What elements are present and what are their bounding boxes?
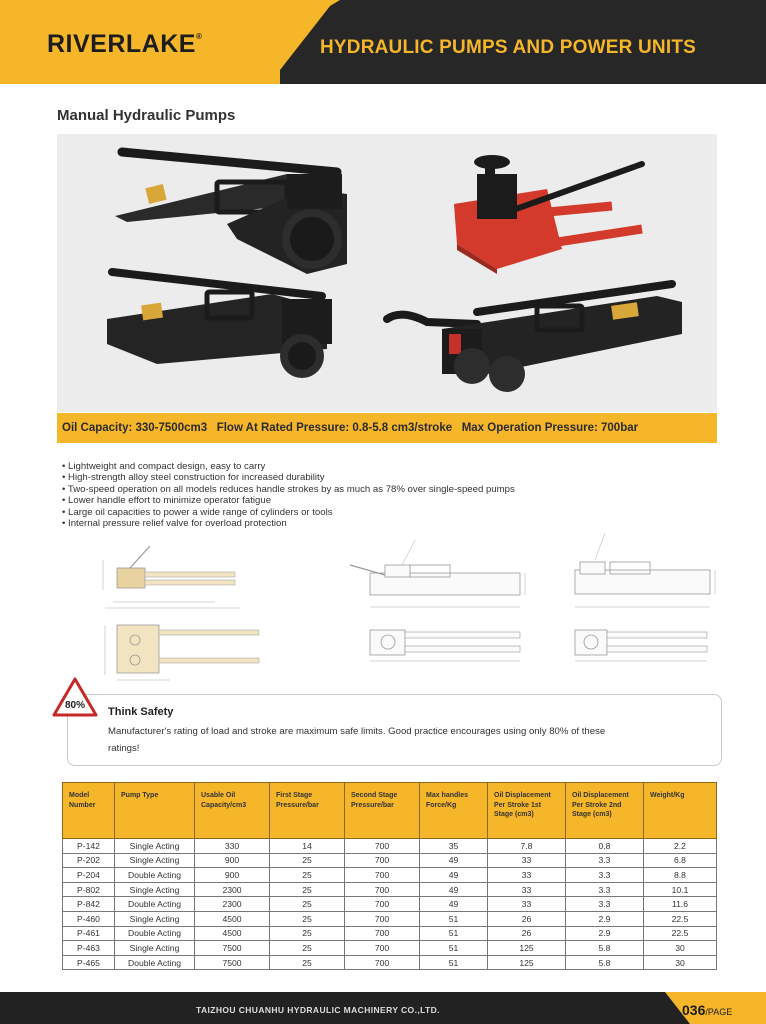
table-cell: 700 bbox=[345, 882, 420, 897]
table-cell: P-463 bbox=[63, 941, 115, 956]
product-photo-panel bbox=[57, 134, 717, 412]
table-cell: 11.6 bbox=[644, 897, 717, 912]
column-header: Usable Oil Capacity/cm3 bbox=[195, 783, 270, 839]
table-cell: Single Acting bbox=[115, 853, 195, 868]
table-cell: Single Acting bbox=[115, 941, 195, 956]
table-cell: 33 bbox=[488, 897, 566, 912]
table-cell: 25 bbox=[270, 853, 345, 868]
table-cell: Double Acting bbox=[115, 926, 195, 941]
table-cell: Single Acting bbox=[115, 911, 195, 926]
table-cell: 700 bbox=[345, 955, 420, 970]
table-cell: 30 bbox=[644, 941, 717, 956]
table-cell: 26 bbox=[488, 926, 566, 941]
safety-text: Manufacturer's rating of load and stroke are maximum safe limits. Good practice encourages using only 80% of these ratings! bbox=[108, 726, 606, 754]
table-cell: P-802 bbox=[63, 882, 115, 897]
table-cell: 3.3 bbox=[566, 853, 644, 868]
footer-company: TAIZHOU CHUANHU HYDRAULIC MACHINERY CO.,LTD. bbox=[196, 1005, 440, 1015]
table-cell: 330 bbox=[195, 839, 270, 854]
table-cell: P-465 bbox=[63, 955, 115, 970]
table-cell: 49 bbox=[420, 897, 488, 912]
warning-triangle-icon bbox=[52, 677, 98, 717]
brand-logo: RIVERLAKE® bbox=[47, 30, 203, 58]
table-row bbox=[63, 882, 717, 897]
table-cell: 2300 bbox=[195, 897, 270, 912]
table-cell: 125 bbox=[488, 941, 566, 956]
table-cell: P-460 bbox=[63, 911, 115, 926]
table-row bbox=[63, 897, 717, 912]
table-cell: 33 bbox=[488, 853, 566, 868]
table-cell: 26 bbox=[488, 911, 566, 926]
pump-photo-2 bbox=[107, 272, 332, 378]
drawing-medium-pump-side bbox=[340, 535, 530, 615]
table-cell: 25 bbox=[270, 926, 345, 941]
column-header: Oil Displacement Per Stroke 2nd Stage (cm3) bbox=[566, 783, 644, 839]
table-cell: 700 bbox=[345, 839, 420, 854]
table-cell: 51 bbox=[420, 941, 488, 956]
table-cell: 33 bbox=[488, 868, 566, 883]
header-title: HYDRAULIC PUMPS AND POWER UNITS bbox=[320, 37, 697, 58]
table-cell: 14 bbox=[270, 839, 345, 854]
drawing-medium-pump-top bbox=[340, 620, 530, 665]
table-row bbox=[63, 926, 717, 941]
pump-photo-4 bbox=[387, 284, 682, 392]
safety-badge-text: 80% bbox=[64, 700, 86, 711]
table-cell: 8.8 bbox=[644, 868, 717, 883]
feature-item: • Internal pressure relief valve for overload protection bbox=[62, 518, 515, 529]
feature-list bbox=[62, 461, 515, 529]
table-cell: P-842 bbox=[63, 897, 115, 912]
table-cell: 0.8 bbox=[566, 839, 644, 854]
feature-item: • Large oil capacities to power a wide range of cylinders or tools bbox=[62, 507, 515, 518]
spec-summary-bar: Oil Capacity: 330-7500cm3 Flow At Rated Pressure: 0.8-5.8 cm3/stroke Max Operation Pressure: 700bar bbox=[57, 413, 717, 443]
table-row bbox=[63, 911, 717, 926]
table-cell: 49 bbox=[420, 882, 488, 897]
table-cell: P-204 bbox=[63, 868, 115, 883]
column-header: First Stage Pressure/bar bbox=[270, 783, 345, 839]
table-cell: 25 bbox=[270, 911, 345, 926]
feature-item: • Two-speed operation on all models reduces handle strokes by as much as 78% over single-speed pumps bbox=[62, 484, 515, 495]
table-cell: 700 bbox=[345, 897, 420, 912]
drawing-large-pump-side bbox=[555, 530, 720, 615]
table-cell: 2.9 bbox=[566, 911, 644, 926]
table-cell: 22.5 bbox=[644, 911, 717, 926]
spec-table bbox=[62, 782, 717, 970]
table-cell: 700 bbox=[345, 853, 420, 868]
table-cell: 30 bbox=[644, 955, 717, 970]
table-cell: 35 bbox=[420, 839, 488, 854]
table-cell: 700 bbox=[345, 868, 420, 883]
table-cell: 25 bbox=[270, 897, 345, 912]
table-cell: Double Acting bbox=[115, 955, 195, 970]
table-cell: 51 bbox=[420, 911, 488, 926]
table-cell: 49 bbox=[420, 868, 488, 883]
column-header: Pump Type bbox=[115, 783, 195, 839]
table-cell: 25 bbox=[270, 882, 345, 897]
pump-photo-3 bbox=[454, 155, 642, 274]
table-cell: 4500 bbox=[195, 926, 270, 941]
table-cell: 5.8 bbox=[566, 941, 644, 956]
table-cell: 10.1 bbox=[644, 882, 717, 897]
table-row bbox=[63, 839, 717, 854]
table-cell: 700 bbox=[345, 926, 420, 941]
table-cell: 3.3 bbox=[566, 882, 644, 897]
column-header: Model Number bbox=[63, 783, 115, 839]
drawing-small-pump-side bbox=[95, 540, 245, 615]
table-cell: 2300 bbox=[195, 882, 270, 897]
table-cell: P-202 bbox=[63, 853, 115, 868]
table-cell: 25 bbox=[270, 941, 345, 956]
table-cell: 700 bbox=[345, 941, 420, 956]
table-cell: 700 bbox=[345, 911, 420, 926]
table-cell: 4500 bbox=[195, 911, 270, 926]
table-cell: 25 bbox=[270, 868, 345, 883]
column-header: Max handles Force/Kg bbox=[420, 783, 488, 839]
feature-item: • High-strength alloy steel construction for increased durability bbox=[62, 472, 515, 483]
table-cell: 49 bbox=[420, 853, 488, 868]
table-cell: 3.3 bbox=[566, 897, 644, 912]
table-cell: Single Acting bbox=[115, 882, 195, 897]
drawing-small-pump-top bbox=[95, 620, 265, 685]
table-cell: Single Acting bbox=[115, 839, 195, 854]
section-title: Manual Hydraulic Pumps bbox=[57, 107, 236, 124]
column-header: Oil Displacement Per Stroke 1st Stage (cm3) bbox=[488, 783, 566, 839]
table-row bbox=[63, 941, 717, 956]
table-cell: 7500 bbox=[195, 955, 270, 970]
column-header: Weight/Kg bbox=[644, 783, 717, 839]
pump-photo-1 bbox=[115, 152, 347, 274]
table-cell: 7500 bbox=[195, 941, 270, 956]
table-cell: 2.9 bbox=[566, 926, 644, 941]
table-cell: 900 bbox=[195, 853, 270, 868]
safety-title: Think Safety bbox=[108, 706, 174, 718]
feature-item: • Lightweight and compact design, easy to carry bbox=[62, 461, 515, 472]
table-cell: 3.3 bbox=[566, 868, 644, 883]
table-row bbox=[63, 868, 717, 883]
table-cell: 7.8 bbox=[488, 839, 566, 854]
table-cell: 51 bbox=[420, 955, 488, 970]
table-row bbox=[63, 853, 717, 868]
table-cell: Double Acting bbox=[115, 897, 195, 912]
table-cell: 5.8 bbox=[566, 955, 644, 970]
page-number: 036/PAGE bbox=[682, 1002, 733, 1018]
column-header: Second Stage Pressure/bar bbox=[345, 783, 420, 839]
table-cell: 6.8 bbox=[644, 853, 717, 868]
feature-item: • Lower handle effort to minimize operator fatigue bbox=[62, 495, 515, 506]
table-cell: Double Acting bbox=[115, 868, 195, 883]
table-cell: 33 bbox=[488, 882, 566, 897]
table-cell: 125 bbox=[488, 955, 566, 970]
table-cell: 2.2 bbox=[644, 839, 717, 854]
table-cell: P-461 bbox=[63, 926, 115, 941]
table-cell: 22.5 bbox=[644, 926, 717, 941]
table-row bbox=[63, 955, 717, 970]
table-cell: 900 bbox=[195, 868, 270, 883]
drawing-large-pump-top bbox=[555, 620, 720, 665]
table-cell: 25 bbox=[270, 955, 345, 970]
table-cell: 51 bbox=[420, 926, 488, 941]
table-header-row bbox=[63, 783, 717, 839]
table-cell: P-142 bbox=[63, 839, 115, 854]
